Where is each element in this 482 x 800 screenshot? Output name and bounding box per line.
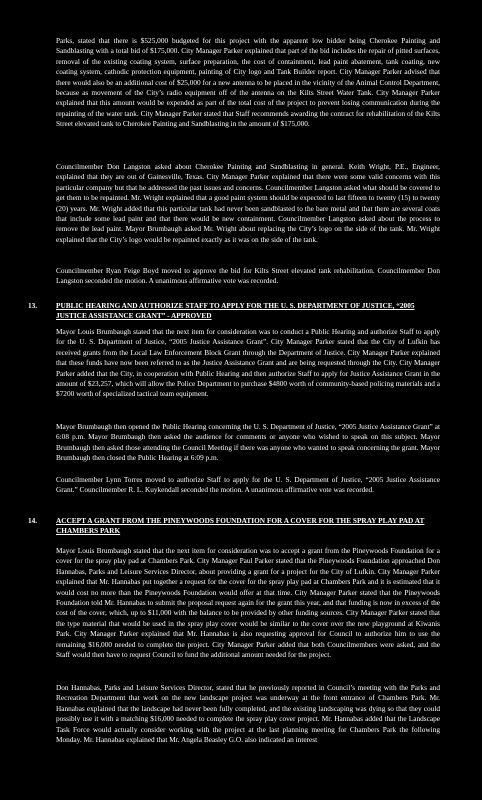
paragraph-langston-questions: Councilmember Don Langston asked about Cherokee Painting and Sandblasting in general. Keith Wright, P.E., Engineer, explained that they are out of Gainesville, Texas. City Manager Parker explained that there were some valid concerns with this particular company but that he addressed the past issues and concerns. Councilmember Langston asked what should be covered to get them to be repainted. Mr. Wright explained that a good paint system should be expected to last fifteen to twenty (15) to twenty (20) years. Mr. Wright added that this particular tank had never been sandblasted to the bare metal and that there are several coats that include some lead paint and that there would be new containment. Councilmember Langston asked about the process to remove the lead paint. Mayor Brumbaugh asked Mr. Wright about replacing the City’s logo on the side of the tank. Mr. Wright explained that the City’s logo would be repainted exactly as it was on the side of the tank. — [56, 162, 440, 244]
paragraph-grant-intro: Mayor Louis Brumbaugh stated that the next item for consideration was to conduct a Public Hearing and authorize Staff to apply for the U. S. Department of Justice, “2005 Justice Assistance Grant”. City Manager Parker stated that the City of Lufkin has received grants from the Local Law Enforcement Block Grant through the Department of Justice. City Manager Parker explained that these funds have now been referred to as the Justice Assistance Grant and are being requested through the City. City Manager Parker added that the City, in cooperation with Public Hearing and then authorize Staff to apply for Justice Assistance Grant in the amount of $23,257, which will allow the Police Department to purchase $4800 worth of community-based policing materials and a $7200 worth of specialized tactical team equipment. — [56, 327, 440, 399]
item-number: 13. — [28, 301, 38, 310]
paragraph-grant-motion: Councilmember Lynn Torres moved to authorize Staff to apply for the U. S. Department of Justice, “2005 Justice Assistance Grant.” Councilmember R. L. Kuykendall seconded the motion. A unanimous affirmative vote was recorded. — [56, 475, 440, 495]
paragraph-tank-motion: Councilmember Ryan Feige Boyd moved to approve the bid for Kilts Street elevated tank rehabilitation. Councilmember Don Langston seconded the motion. A unanimous affirmative vote was recorded. — [56, 266, 440, 286]
paragraph-public-hearing: Mayor Brumbaugh then opened the Public Hearing concerning the U. S. Department of Justice, “2005 Justice Assistance Grant” at 6:08 p.m. Mayor Brumbaugh then asked the audience for comments or anyone who wished to speak on this subject. Mayor Brumbaugh then asked those attending the Council Meeting if there was anyone who wanted to speak concerning the grant. Mayor Brumbaugh then closed the Public Hearing at 6:09 p.m. — [56, 422, 440, 463]
item-number: 14. — [28, 516, 38, 525]
item-title: ACCEPT A GRANT FROM THE PINEYWOODS FOUNDATION FOR A COVER FOR THE SPRAY PLAY PAD AT CHAMBERS PARK — [56, 516, 425, 536]
paragraph-hannabas-statement: Don Hannabas, Parks and Leisure Services Director, stated that he previously reported in Council’s meeting with the Parks and Recreation Department that work on the new landscape project was underway at the front entrance of Chambers Park. Mr. Hannabas explained that the landscape had never been fully completed, and the existing landscaping was dying so that they could possibly use it with a matching $16,000 needed to complete the spray play cover project. Mr. Hannabas added that the Landscape Task Force would actually consider working with the project at the last planning meeting for Chambers Park the following Monday. Mr. Hannabas explained that Mr. Angela Beasley G.O. also indicated an interest — [56, 683, 440, 745]
paragraph-water-tank-bid: Parks, stated that there is $525,000 budgeted for this project with the apparent low bidder being Cherokee Painting and Sandblasting with a total bid of $175,000. City Manager Parker explained that part of the bid includes the repair of pitted surfaces, removal of the existing coating system, surface preparation, the cost of containment, lead paint abatement, tank coating, new coating system, cathodic protection equipment, painting of City logo and Tank Builder report. City Manager Parker advised that there would also be an additional cost of $25,000 for a new antenna to be placed in the vicinity of the Animal Control Department, because as movement of the City’s radio equipment off of the antenna on the Kilts Street Water Tank. City Manager Parker explained that this amount would be expended as part of the total cost of the project to prevent losing communication during the repainting of the water tank. City Manager Parker stated that Staff recommends awarding the contract for rehabilitation of the Kilts Street elevated tank to Cherokee Painting and Sandblasting in the amount of $175,000. — [56, 36, 440, 129]
paragraph-pineywoods-grant: Mayor Louis Brumbaugh stated that the next item for consideration was to accept a grant from the Pineywoods Foundation for a cover for the spray play pad at Chambers Park. City Manager Paul Parker stated that the Pineywoods Foundation approached Don Hannabas, Parks and Leisure Services Director, about providing a grant for a project for the City of Lufkin. City Manager Parker explained that Mr. Hannabas put together a request for the cover for the spray play pad at Chambers Park and it is estimated that it would cost no more than the Pineywoods Foundation would offer at that time. City Manager Parker stated that the Pineywoods Foundation told Mr. Hannabas to submit the proposal request again for the grant this year, and that funding is now in excess of the cost of the cover, which, up to $11,000 with the balance to be provided by other funding sources. City Manager Parker stated that the type material that would be used in the spray play cover would be similar to the cover over the new playground at Kiwanis Park. City Manager Parker explained that Mr. Hannabas is also requesting approval for Council to authorize him to use the remaining $16,000 needed to complete the project. City Manager Parker added that both Councilmembers were asked, and the Staff would then have to request Council to fund the additional amount needed for the project. — [56, 546, 440, 660]
item-title: PUBLIC HEARING AND AUTHORIZE STAFF TO APPLY FOR THE U. S. DEPARTMENT OF JUSTICE, “2005 JUSTICE ASSISTANCE GRANT” - APPROVED — [56, 301, 415, 321]
